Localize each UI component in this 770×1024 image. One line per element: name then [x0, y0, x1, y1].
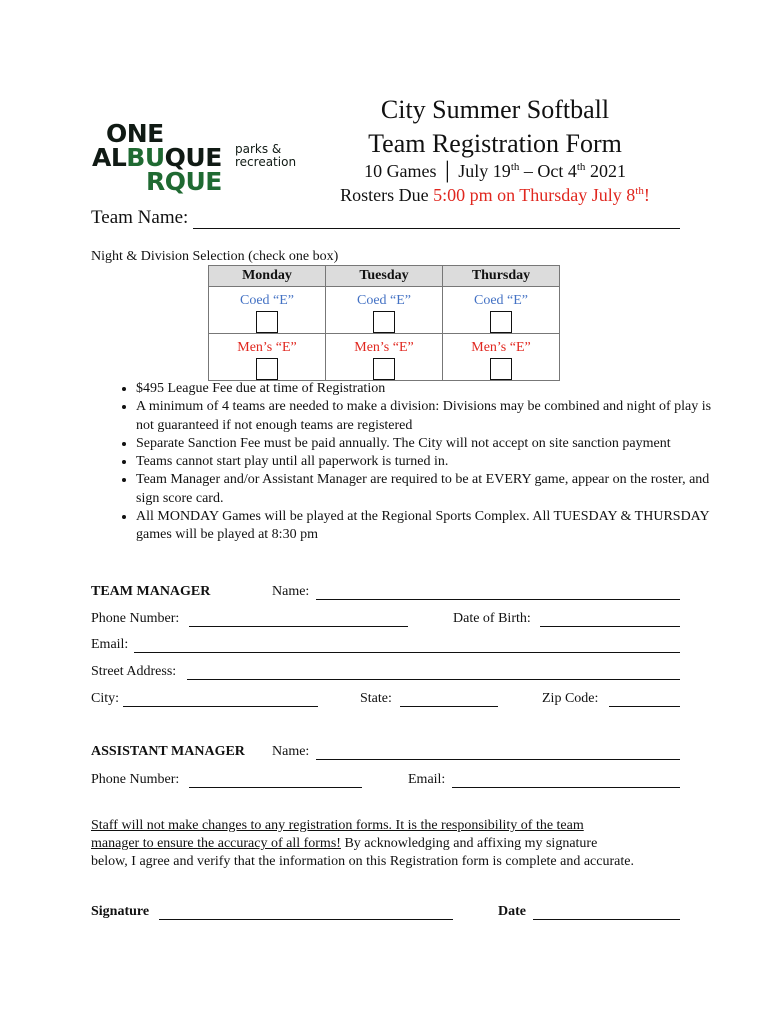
rule-item: • Teams cannot start play until all paperwork is turned in. [136, 453, 716, 471]
logo-subtitle [235, 143, 296, 169]
checkbox-mens-tuesday[interactable] [373, 358, 395, 380]
assistant-email-label: Email: [408, 772, 446, 787]
day-header: Thursday [443, 266, 560, 287]
mens-row [209, 334, 560, 381]
logo-sub-line1: parks & [235, 142, 282, 156]
games-dates [300, 161, 690, 182]
games-prefix: 10 Games │ July 19 [364, 161, 511, 181]
rule-item: • A minimum of 4 teams are needed to make a division: Divisions may be combined and night of play is not guaranteed if not enough teams are registered [136, 398, 716, 435]
date-label: Date [498, 904, 526, 919]
manager-city-label: City: [91, 691, 120, 706]
assistant-name-label: Name: [272, 744, 310, 759]
mens-tuesday-cell [326, 334, 443, 381]
manager-street-label: Street Address: [91, 664, 177, 679]
logo-line-three: RQUE [146, 167, 222, 196]
rosters-due [300, 185, 690, 206]
form-title-line1: City Summer Softball [380, 95, 610, 124]
parks-logo [92, 121, 312, 197]
manager-email-field[interactable] [134, 637, 680, 653]
rule-item: • All MONDAY Games will be played at the Regional Sports Complex. All TUESDAY & THURSDAY games will be played at 8:30 pm [136, 508, 716, 545]
coed-tuesday-cell [326, 287, 443, 334]
coed-label: Coed “E” [356, 293, 412, 308]
manager-phone-label: Phone Number: [91, 611, 180, 626]
coed-monday-cell [209, 287, 326, 334]
coed-label: Coed “E” [473, 293, 529, 308]
checkbox-coed-monday[interactable] [256, 311, 278, 333]
assistant-manager-heading: ASSISTANT MANAGER [91, 744, 245, 759]
disclaimer-line3: below, I agree and verify that the information on this Registration form is complete and accurate. [91, 854, 634, 869]
manager-name-field[interactable] [316, 584, 680, 600]
manager-name-label: Name: [272, 584, 310, 599]
rule-item: • $495 League Fee due at time of Registration [136, 380, 716, 398]
rosters-end: ! [643, 185, 650, 205]
rule-item: • Separate Sanction Fee must be paid annually. The City will not accept on site sanction payment [136, 435, 716, 453]
games-sup2: th [576, 161, 586, 173]
day-header: Tuesday [326, 266, 443, 287]
assistant-phone-label: Phone Number: [91, 772, 180, 787]
manager-dob-label: Date of Birth: [453, 611, 531, 626]
rule-item: • Team Manager and/or Assistant Manager are required to be at EVERY game, appear on the roster, and sign score card. [136, 471, 716, 508]
checkbox-coed-thursday[interactable] [490, 311, 512, 333]
mens-label: Men’s “E” [471, 340, 531, 355]
disclaimer [91, 817, 691, 871]
logo-part-al: AL [92, 143, 127, 172]
manager-state-field[interactable] [400, 691, 498, 707]
disclaimer-line1: Staff will not make changes to any registration forms. It is the responsibility of the team [91, 818, 584, 833]
division-instruction: Night & Division Selection (check one box) [91, 249, 339, 264]
games-mid: – Oct 4 [519, 161, 577, 181]
rosters-deadline: 5:00 pm on Thursday July 8 [433, 185, 636, 205]
mens-label: Men’s “E” [354, 340, 414, 355]
manager-zip-field[interactable] [609, 691, 680, 707]
team-name-field[interactable] [193, 207, 680, 229]
manager-phone-field[interactable] [189, 611, 408, 627]
checkbox-mens-thursday[interactable] [490, 358, 512, 380]
checkbox-coed-tuesday[interactable] [373, 311, 395, 333]
coed-thursday-cell [443, 287, 560, 334]
assistant-email-field[interactable] [452, 772, 680, 788]
games-sup1: th [510, 161, 520, 173]
manager-state-label: State: [360, 691, 392, 706]
division-header-row [209, 266, 560, 287]
mens-label: Men’s “E” [237, 340, 297, 355]
division-table [208, 265, 560, 381]
disclaimer-rest: By acknowledging and affixing my signature [340, 836, 598, 851]
disclaimer-underlined: manager to ensure the accuracy of all forms! [91, 836, 341, 851]
games-suffix: 2021 [585, 161, 626, 181]
signature-field[interactable] [159, 904, 453, 920]
mens-thursday-cell [443, 334, 560, 381]
day-header: Monday [209, 266, 326, 287]
team-manager-heading: TEAM MANAGER [91, 584, 211, 599]
rosters-sup: th [635, 185, 644, 197]
logo-sub-line2: recreation [235, 155, 297, 169]
logo-line-one: ONE [106, 119, 164, 148]
manager-city-field[interactable] [123, 691, 318, 707]
manager-dob-field[interactable] [540, 611, 680, 627]
logo-part-bu: BU [126, 143, 165, 172]
rosters-prefix: Rosters Due [340, 185, 434, 205]
assistant-phone-field[interactable] [189, 772, 362, 788]
manager-zip-label: Zip Code: [542, 691, 599, 706]
mens-monday-cell [209, 334, 326, 381]
manager-street-field[interactable] [187, 664, 680, 680]
rules-list [114, 380, 716, 545]
checkbox-mens-monday[interactable] [256, 358, 278, 380]
coed-label: Coed “E” [239, 293, 295, 308]
date-field[interactable] [533, 904, 680, 920]
signature-label: Signature [91, 904, 150, 919]
assistant-name-field[interactable] [316, 744, 680, 760]
logo-part-que: QUE [164, 143, 222, 172]
manager-email-label: Email: [91, 637, 129, 652]
form-title-line2: Team Registration Form [368, 129, 622, 158]
team-name-label: Team Name: [91, 207, 189, 228]
coed-row [209, 287, 560, 334]
disclaimer-line2 [91, 835, 691, 853]
